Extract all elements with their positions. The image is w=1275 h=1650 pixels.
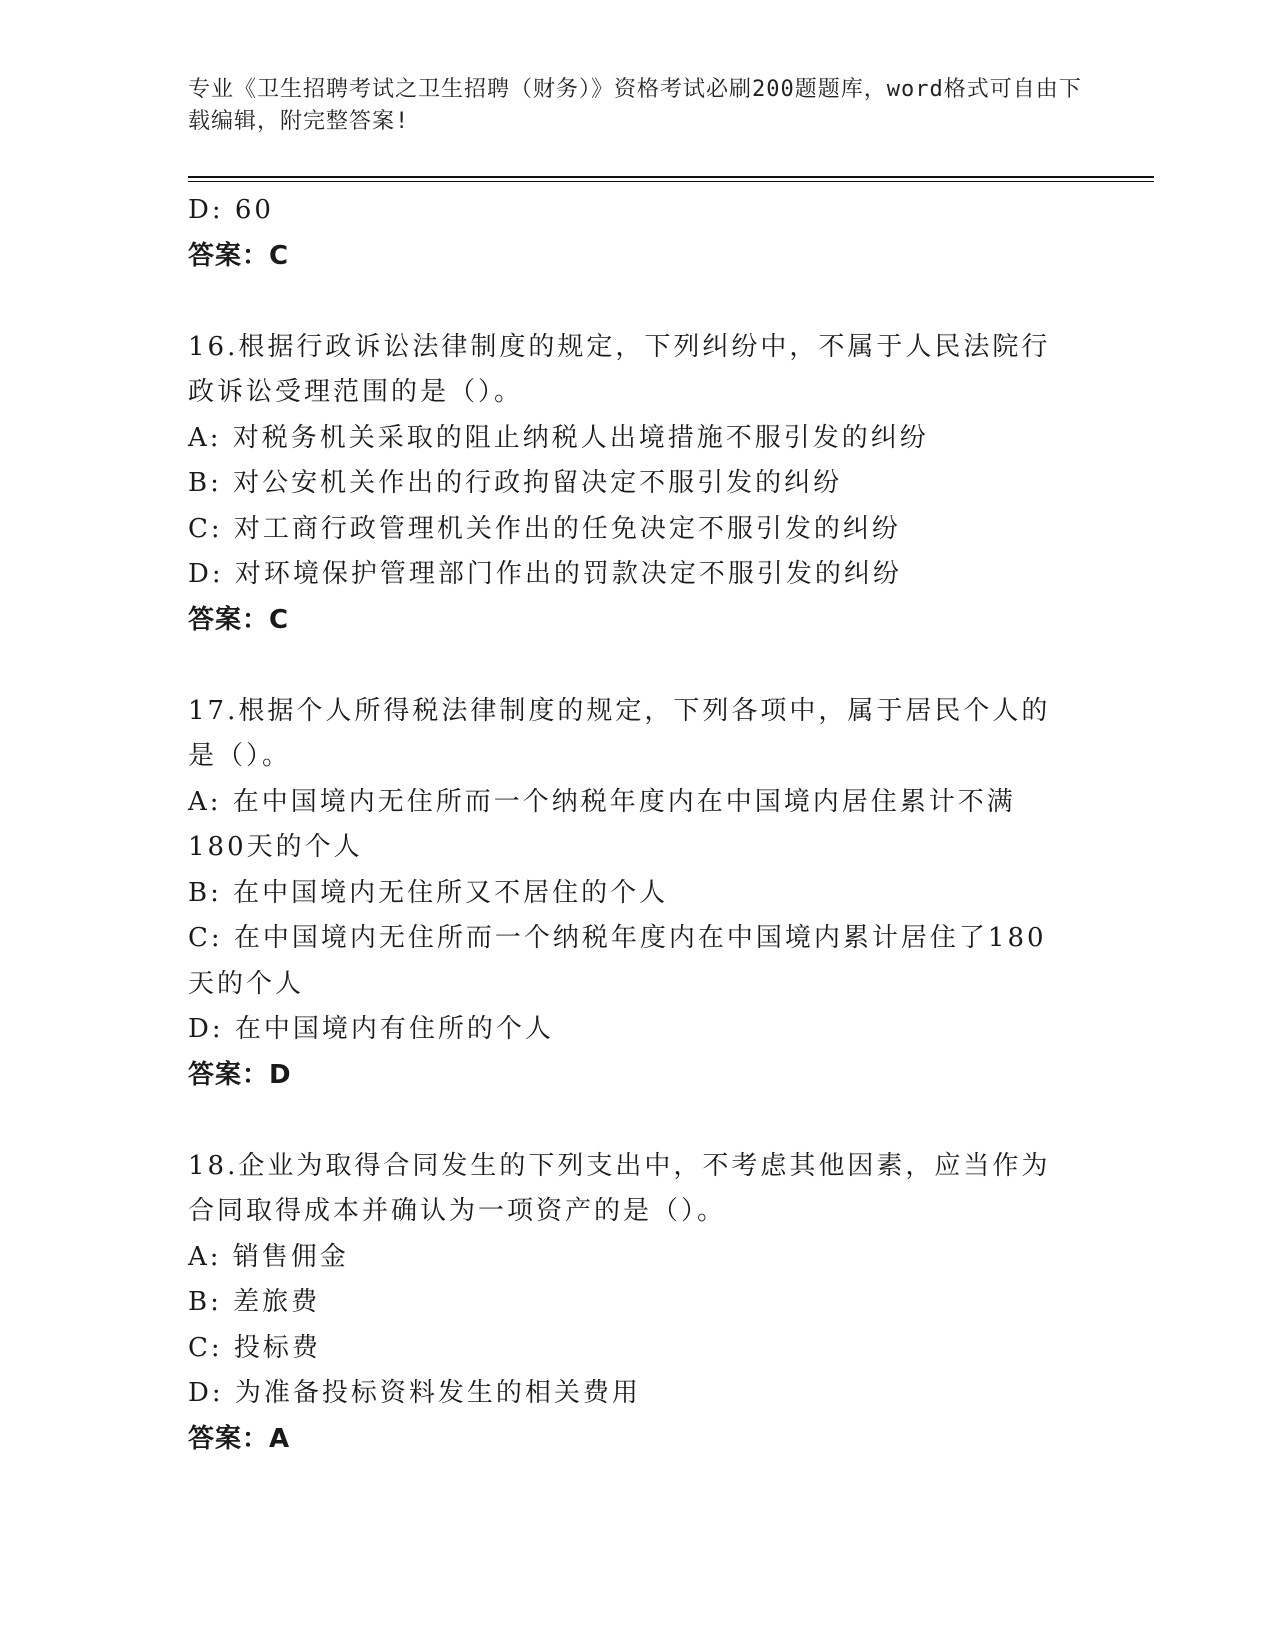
document-body: [188, 188, 1068, 1462]
option-b: B: 差旅费: [188, 1287, 321, 1317]
option-b: B: 在中国境内无住所又不居住的个人: [188, 877, 669, 908]
header-divider-thin: [188, 181, 1154, 182]
carryover-option-d: D: 60: [188, 195, 274, 225]
answer: 答案：C: [188, 604, 290, 635]
option-c: C: 对工商行政管理机关作出的任免决定不服引发的纠纷: [188, 513, 901, 544]
option-a: A: 在中国境内无住所而一个纳税年度内在中国境内居住累计不满180天的个人: [188, 786, 1016, 862]
question-text: 16.根据行政诉讼法律制度的规定，下列纠纷中，不属于人民法院行政诉讼受理范围的是（）。: [188, 331, 1051, 407]
header-divider-thick: [188, 176, 1154, 178]
page-header: 专业《卫生招聘考试之卫生招聘（财务）》资格考试必刷200题题库，word格式可自由下载编辑，附完整答案!: [188, 77, 1082, 134]
answer: 答案：D: [188, 1059, 292, 1090]
question-17: [188, 689, 1068, 1099]
option-c: C: 投标费: [188, 1332, 321, 1363]
question-16: [188, 325, 1068, 644]
option-d: D: 为准备投标资料发生的相关费用: [188, 1378, 641, 1408]
question-text: 18.企业为取得合同发生的下列支出中，不考虑其他因素，应当作为合同取得成本并确认为一项资产的是（）。: [188, 1150, 1051, 1226]
spacer: [188, 1098, 1068, 1144]
option-a: A: 对税务机关采取的阻止纳税人出境措施不服引发的纠纷: [188, 422, 929, 453]
option-c: C: 在中国境内无住所而一个纳税年度内在中国境内累计居住了180天的个人: [188, 923, 1047, 999]
spacer: [188, 279, 1068, 325]
spacer: [188, 643, 1068, 689]
carryover-answer: 答案：C: [188, 240, 290, 271]
option-b: B: 对公安机关作出的行政拘留决定不服引发的纠纷: [188, 468, 843, 498]
question-text: 17.根据个人所得税法律制度的规定，下列各项中，属于居民个人的是（）。: [188, 695, 1051, 771]
question-18: [188, 1144, 1068, 1463]
option-d: D: 对环境保护管理部门作出的罚款决定不服引发的纠纷: [188, 559, 902, 589]
answer: 答案：A: [188, 1423, 291, 1454]
option-a: A: 销售佣金: [188, 1241, 349, 1272]
option-d: D: 在中国境内有住所的个人: [188, 1014, 554, 1044]
